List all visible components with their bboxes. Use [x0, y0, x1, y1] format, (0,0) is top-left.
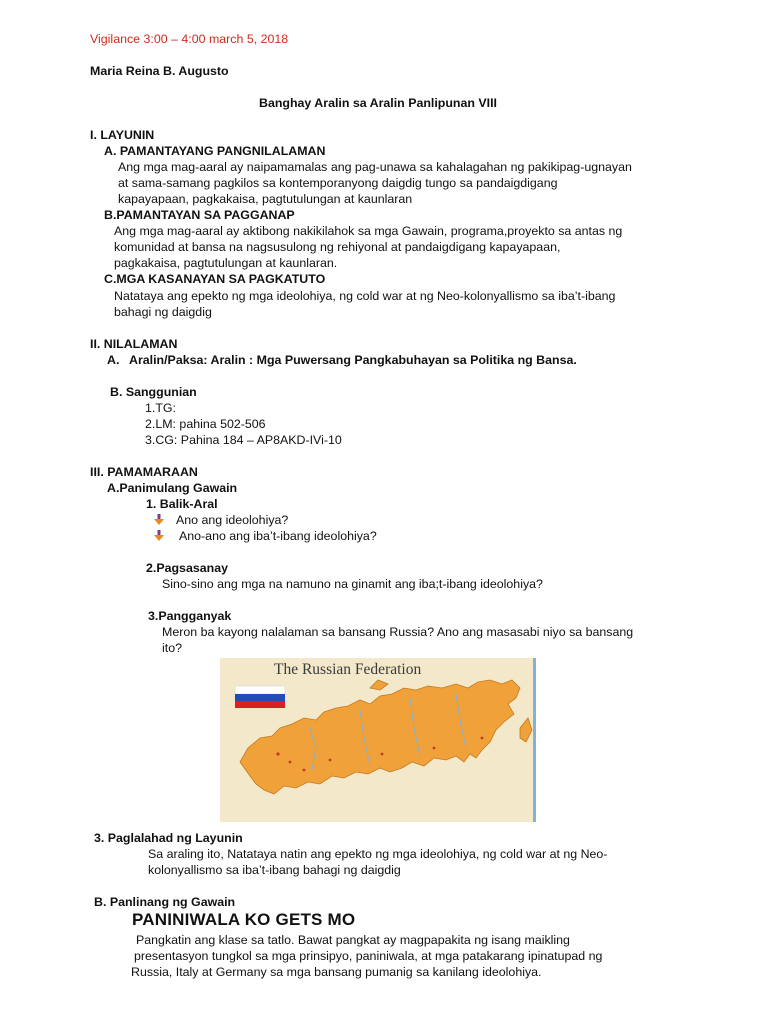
paragraph-line: Russia, Italy at Germany sa mga bansang pumanig sa kanilang ideolohiya. — [131, 965, 542, 979]
panlinang-heading: B. Panlinang ng Gawain — [94, 895, 236, 909]
russia-map-graphic — [220, 658, 536, 822]
map-border — [533, 658, 536, 822]
russia-flag-icon — [235, 686, 285, 708]
reference-item: 2.LM: pahina 502-506 — [145, 417, 266, 431]
list-marker: A. — [107, 353, 120, 367]
paragraph-line: Ang mga mag-aaral ay naipamamalas ang pag-unawa sa kahalagahan ng pakikipag-ugnayan — [118, 160, 632, 174]
map-title: The Russian Federation — [274, 661, 422, 678]
pamantayan-sa-pagganap-heading: B.PAMANTAYAN SA PAGGANAP — [104, 208, 295, 222]
paragraph-line: Meron ba kayong nalalaman sa bansang Russia? Ano ang masasabi niyo sa bansang — [162, 625, 634, 639]
balik-aral-question: Ano ang ideolohiya? — [176, 513, 289, 527]
arrow-bullet-icon — [154, 514, 164, 526]
paragraph-line: bahagi ng daigdig — [114, 305, 212, 319]
reference-item: 1.TG: — [145, 401, 176, 415]
paragraph-line: kapayapaan, pagkakaisa, pagtutulungan at kaunlaran — [118, 192, 413, 206]
pangganyak-heading: 3.Pangganyak — [148, 609, 232, 623]
document-title: Banghay Aralin sa Aralin Panlipunan VIII — [259, 96, 497, 110]
paragraph-line: at sama-samang pagkilos sa kontemporanyong daigdig tungo sa pandaigdigang — [118, 176, 558, 190]
kasanayan-heading: C.MGA KASANAYAN SA PAGKATUTO — [104, 272, 326, 286]
russia-map-image — [220, 658, 536, 822]
author-name: Maria Reina B. Augusto — [90, 64, 229, 78]
arrow-bullet-icon — [154, 530, 164, 542]
paragraph-line: Natataya ang epekto ng mga ideolohiya, ng cold war at ng Neo-kolonyallismo sa iba’t-ibang — [114, 289, 616, 303]
section-pamamaraan-heading: III. PAMAMARAAN — [90, 465, 198, 479]
paragraph-line: pagkakaisa, pagtutulungan at kaunlaran. — [114, 256, 338, 270]
pagsasanay-heading: 2.Pagsasanay — [146, 561, 228, 575]
balik-aral-heading: 1. Balik-Aral — [146, 497, 218, 511]
activity-title: PANINIWALA KO GETS MO — [132, 910, 356, 929]
date-line: Vigilance 3:00 – 4:00 march 5, 2018 — [90, 32, 289, 46]
pamantayang-pangnilalaman-heading: A. PAMANTAYANG PANGNILALAMAN — [104, 144, 326, 158]
section-nilalaman-heading: II. NILALAMAN — [90, 337, 178, 351]
balik-aral-question: Ano-ano ang iba’t-ibang ideolohiya? — [179, 529, 377, 543]
paragraph-line: Pangkatin ang klase sa tatlo. Bawat pangkat ay magpapakita ng isang maikling — [136, 933, 570, 947]
paglalahad-heading: 3. Paglalahad ng Layunin — [94, 831, 243, 845]
paragraph-line: ito? — [162, 641, 182, 655]
pagsasanay-text: Sino-sino ang mga na namuno na ginamit ang iba;t-ibang ideolohiya? — [162, 577, 543, 591]
paragraph-line: presentasyon tungkol sa mga prinsipyo, paniniwala, at mga patakarang ipinatupad ng — [134, 949, 603, 963]
section-layunin-heading: I. LAYUNIN — [90, 128, 155, 142]
paragraph-line: kolonyallismo sa iba’t-ibang bahagi ng daigdig — [148, 863, 401, 877]
reference-item: 3.CG: Pahina 184 – AP8AKD-IVi-10 — [145, 433, 342, 447]
aralin-paksa-text: Aralin/Paksa: Aralin : Mga Puwersang Pangkabuhayan sa Politika ng Bansa. — [129, 353, 577, 367]
panimulang-gawain-heading: A.Panimulang Gawain — [107, 481, 238, 495]
paragraph-line: Sa araling ito, Natataya natin ang epekto ng mga ideolohiya, ng cold war at ng Neo- — [148, 847, 608, 861]
paragraph-line: Ang mga mag-aaral ay aktibong nakikilahok sa mga Gawain, programa,proyekto sa antas ng — [114, 224, 623, 238]
sanggunian-heading: B. Sanggunian — [110, 385, 197, 399]
paragraph-line: komunidad at bansa na nagsusulong ng rehiyonal at pandaigdigang kapayapaan, — [114, 240, 561, 254]
